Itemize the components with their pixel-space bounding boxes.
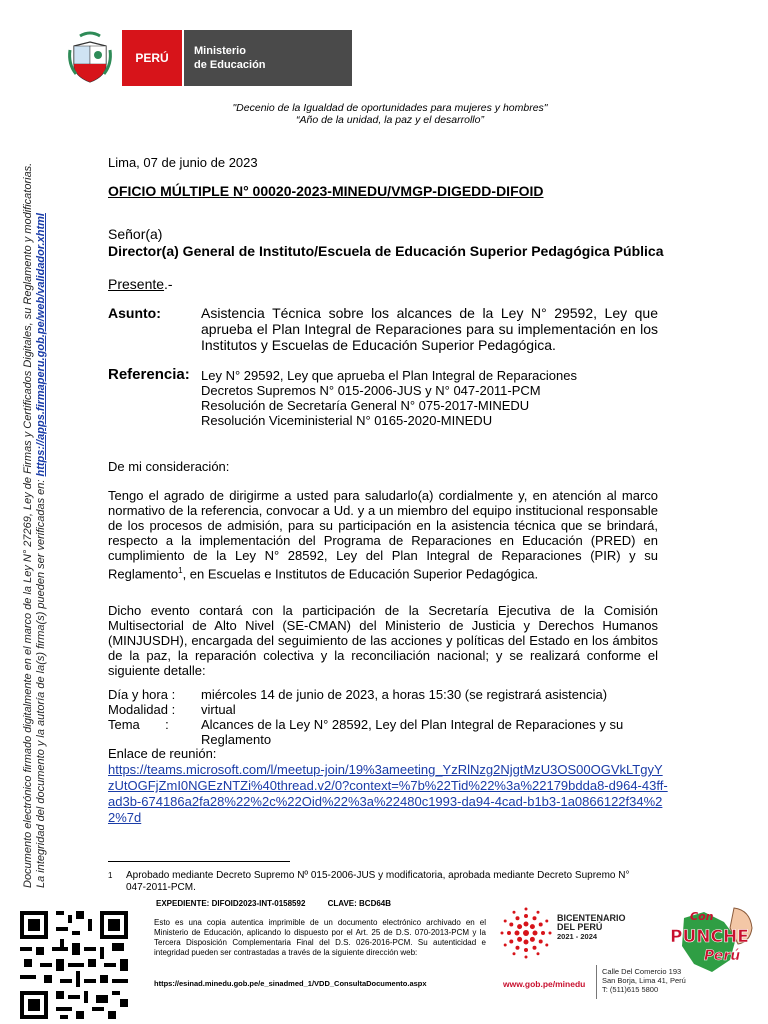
peru-brand [122, 30, 182, 86]
footnote [108, 870, 668, 894]
detail-modalidad [108, 702, 236, 717]
footnote-ref: 1 [178, 566, 183, 575]
salutation: Señor(a) [108, 226, 163, 242]
address-block [602, 967, 686, 994]
con-punche-peru-logo-icon [664, 898, 758, 978]
ministry-brand [184, 30, 352, 86]
signature-note-line2: La integridad del documento y la autoría de la(s) firma(s) pueden ser verificadas en: [35, 479, 47, 888]
enlace-label: Enlace de reunión: [108, 746, 217, 761]
footnote-divider [108, 861, 290, 862]
detail-dia-label: Día y hora : [108, 687, 176, 702]
referencia-label: Referencia: [108, 366, 190, 383]
paragraph-1 [108, 488, 658, 581]
oficio-title: OFICIO MÚLTIPLE N° 00020-2023-MINEDU/VMGP-DIGEDD-DIFOID [108, 183, 544, 199]
asunto-label: Asunto: [108, 305, 161, 321]
ministry-line2: de Educación [194, 59, 266, 71]
detail-tema [108, 717, 668, 747]
paragraph-1-end: , en Escuelas e Institutos de Educación Superior Pedagógica. [182, 566, 539, 582]
asunto-text: Asistencia Técnica sobre los alcances de la Ley N° 29592, Ley que aprueba el Plan Integral de Reparaciones para su implementación en los Institutos y Escuelas de Educación Superior Pedagógica. [201, 305, 658, 353]
detail-modalidad-label: Modalidad : [108, 702, 176, 717]
detail-dia [108, 687, 607, 702]
detail-modalidad-value: virtual [201, 702, 236, 717]
presente-suffix: .- [164, 276, 173, 292]
gob-pe-link[interactable]: www.gob.pe/minedu [503, 979, 586, 989]
bicentenario-line3: 2021 - 2024 [557, 932, 598, 941]
paragraph-1-text: Tengo el agrado de dirigirme a usted para saludarlo(a) cordialmente y, en atención al marco normativo de la referencia, convocar a Ud. y a un miembro del equipo institucional responsable de los procesos de admisión, para su participación en la asistencia técnica que se brindará, respecto a la implementación del Programa de Reparaciones en Educación (PRED) en cumplimiento de la Ley N° 28592, Ley del Plan Integral de Reparaciones (PIR) y su Reglamento [108, 488, 658, 582]
coat-of-arms-icon [66, 28, 114, 84]
decenio-line1: "Decenio de la Igualdad de oportunidades para mujeres y hombres" [232, 102, 548, 114]
address-line1: Calle Del Comercio 193 [602, 967, 682, 976]
bicentenario-text [557, 914, 626, 941]
consideracion: De mi consideración: [108, 459, 230, 474]
detail-dia-value: miércoles 14 de junio de 2023, a horas 15:30 (se registrará asistencia) [201, 687, 608, 702]
footer-divider [596, 965, 597, 999]
decenio-header [150, 102, 630, 126]
bicentenario-line1: BICENTENARIO [557, 913, 626, 923]
referencia-list [201, 368, 577, 428]
presente-word: Presente [108, 276, 165, 292]
punche-line2: PUNCHE [670, 927, 749, 947]
decenio-line2: “Año de la unidad, la paz y el desarrollo” [296, 114, 484, 126]
ministry-line1: Ministerio [194, 45, 246, 57]
copy-notice: Esto es una copia autentica imprimible de un documento electrónico archivado en el Ministerio de Educación, aplicando lo dispuesto por el Art. 25 de D.S. 070-2013-PCM y la Tercera Disposición Complementaria Final del D.S. 026-2016-PCM. Su autenticidad e integridad pueden ser contrastadas a través de la siguiente dirección web: [154, 918, 486, 957]
letter-date: Lima, 07 de junio de 2023 [108, 155, 258, 170]
recipient: Director(a) General de Instituto/Escuela de Educación Superior Pedagógica Pública [108, 243, 664, 259]
bicentenario-line2: DEL PERÚ [557, 922, 603, 932]
punche-line3: Perú [704, 948, 741, 964]
referencia-item: Decretos Supremos N° 015-2006-JUS y N° 047-2011-PCM [201, 383, 541, 398]
footnote-number: 1 [108, 871, 113, 880]
verify-link[interactable]: https://esinad.minedu.gob.pe/e_sinadmed_1/VDD_ConsultaDocumento.aspx [154, 979, 427, 988]
detail-tema-label: Tema : [108, 717, 169, 732]
punche-line1: Con [690, 910, 714, 923]
referencia-item: Resolución Viceministerial N° 0165-2020-MINEDU [201, 413, 493, 428]
digital-signature-note [22, 88, 48, 888]
paragraph-2: Dicho evento contará con la participación de la Secretaría Ejecutiva de la Comisión Multisectorial de Alto Nivel (SE-CMAN) del Ministerio de Justicia y Derechos Humanos (MINJUSDH), encargada del seguimiento de las acciones y políticas del Estado en los ámbitos de la paz, la reparación colectiva y la reconciliación nacional; y se realizará conforme el siguiente detalle: [108, 603, 658, 678]
expediente: EXPEDIENTE: DIFOID2023-INT-0158592 CLAVE: BCD64B [156, 899, 392, 908]
teams-meeting-link[interactable]: https://teams.microsoft.com/l/meetup-join/19%3ameeting_YzRlNzg2NjgtMzU3OS00OGVkLTgyYzUtOGFjZmI0NGEzNTZi%40thread.v2/0?context=%7b%22Tid%22%3a%22179bdda8-d964-43ff-ad3b-674186a2fa28%22%2c%22Oid%22%3a%22480c1993-da94-4cad-b1b3-1a0866122f34%22%7d [108, 762, 668, 825]
footnote-text: Aprobado mediante Decreto Supremo Nº 015-2006-JUS y modificatoria, aprobada mediante Decreto Supremo N° 047-2011-PCM. [126, 870, 630, 893]
peru-label: PERÚ [135, 51, 169, 65]
validator-link[interactable]: https://apps.firmaperu.gob.pe/web/validador.xhtml [35, 213, 47, 477]
referencia-item: Resolución de Secretaría General N° 075-2017-MINEDU [201, 398, 530, 413]
detail-tema-value: Alcances de la Ley N° 28592, Ley del Plan Integral de Reparaciones y su Reglamento [201, 717, 624, 747]
qr-code-icon [16, 907, 132, 1023]
signature-note-line1: Documento electrónico firmado digitalmente en el marco de la Ley N° 27269, Ley de Firmas y Certificados Digitales, su Reglamento y modificatorias. [22, 162, 34, 888]
presente [108, 276, 173, 292]
address-line3: T: (511)615 5800 [602, 985, 659, 994]
referencia-item: Ley N° 29592, Ley que aprueba el Plan Integral de Reparaciones [201, 368, 577, 383]
address-line2: San Borja, Lima 41, Perú [602, 976, 686, 985]
